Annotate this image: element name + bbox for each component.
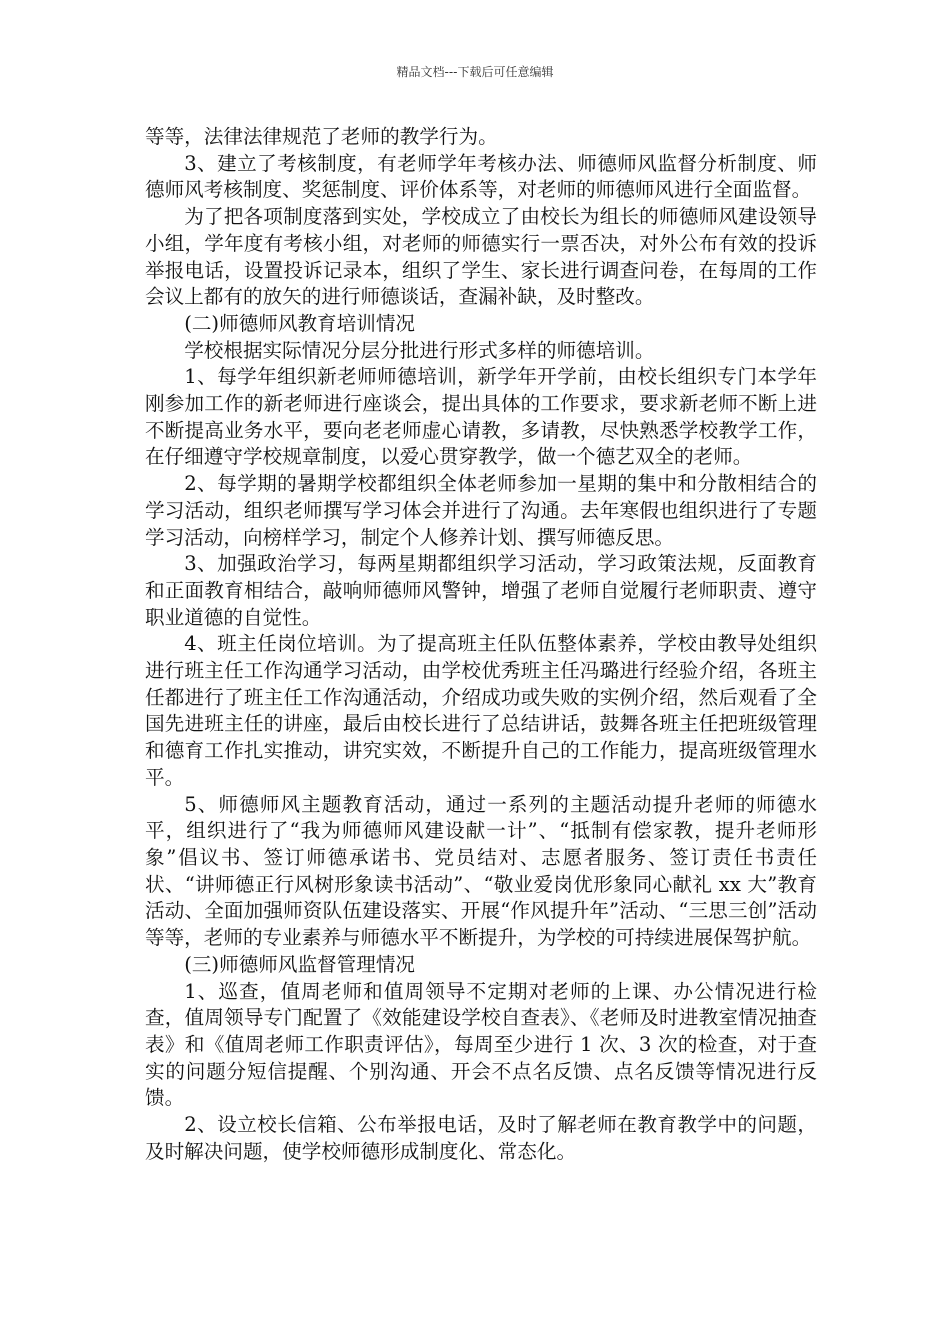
section-heading-supervision: (三)师德师风监督管理情况	[184, 952, 416, 976]
paragraph-implementation: 为了把各项制度落到实处，学校成立了由校长为组长的师德师风建设领导小组，学年度有考核小组，对老师的师德实行一票否决，对外公布有效的投诉举报电话，设置投诉记录本，组织了学生、家长进行调查问卷，在每周的工作会议上都有的放矢的进行师德谈话，查漏补缺，及时整改。	[145, 205, 817, 309]
paragraph-training-item-3: 3、加强政治学习，每两星期都组织学习活动，学习政策法规，反面教育和正面教育相结合，敲响师德师风警钟，增强了老师自觉履行老师职责、遵守职业道德的自觉性。	[145, 552, 817, 629]
paragraph-assessment-system: 3、建立了考核制度，有老师学年考核办法、师德师风监督分析制度、师德师风考核制度、奖惩制度、评价体系等，对老师的师德师风进行全面监督。	[145, 151, 817, 202]
document-body	[145, 124, 817, 1165]
paragraph-training-item-4: 4、班主任岗位培训。为了提高班主任队伍整体素养，学校由教导处组织进行班主任工作沟通学习活动，由学校优秀班主任冯璐进行经验介绍，各班主任都进行了班主任工作沟通活动，介绍成功或失败的实例介绍，然后观看了全国先进班主任的讲座，最后由校长进行了总结讲话，鼓舞各班主任把班级管理和德育工作扎实推动，讲究实效，不断提升自己的工作能力，提高班级管理水平。	[145, 632, 817, 789]
paragraph-training-item-2: 2、每学期的暑期学校都组织全体老师参加一星期的集中和分散相结合的学习活动，组织老师撰写学习体会并进行了沟通。去年寒假也组织进行了专题学习活动，向榜样学习，制定个人修养计划、撰写师德反思。	[145, 472, 817, 549]
paragraph-training-item-5: 5、师德师风主题教育活动，通过一系列的主题活动提升老师的师德水平，组织进行了“我为师德师风建设献一计”、“抵制有偿家教，提升老师形象”倡议书、签订师德承诺书、党员结对、志愿者服务、签订责任书责任状、“讲师德正行风树形象读书活动”、“敬业爱岗优形象同心献礼 xx 大”教育活动、全面加强师资队伍建设落实、开展“作风提升年”活动、“三思三创”活动等等，老师的专业素养与师德水平不断提升，为学校的可持续进展保驾护航。	[145, 792, 817, 950]
page-header: 精品文档---下载后可任意编辑	[396, 65, 554, 79]
paragraph-continuation: 等等，法律法律规范了老师的教学行为。	[145, 125, 498, 148]
paragraph-training-intro: 学校根据实际情况分层分批进行形式多样的师德培训。	[184, 338, 655, 362]
section-heading-training: (二)师德师风教育培训情况	[184, 311, 416, 335]
paragraph-training-item-1: 1、每学年组织新老师师德培训，新学年开学前，由校长组织专门本学年刚参加工作的新老师进行座谈会，提出具体的工作要求，要求新老师不断上进不断提高业务水平，要向老老师虚心请教，多请教，尽快熟悉学校教学工作，在仔细遵守学校规章制度，以爱心贯穿教学，做一个德艺双全的老师。	[145, 365, 817, 469]
paragraph-supervision-item-1: 1、巡查，值周老师和值周领导不定期对老师的上课、办公情况进行检查，值周领导专门配置了《效能建设学校自查表》、《老师及时进教室情况抽查表》和《值周老师工作职责评估》，每周至少进行 1 次、3 次的检查，对于查实的问题分短信提醒、个别沟通、开会不点名反馈、点名反馈等情况进行反馈。	[145, 979, 817, 1110]
paragraph-supervision-item-2: 2、设立校长信箱、公布举报电话，及时了解老师在教育教学中的问题，及时解决问题，使学校师德形成制度化、常态化。	[145, 1113, 817, 1163]
